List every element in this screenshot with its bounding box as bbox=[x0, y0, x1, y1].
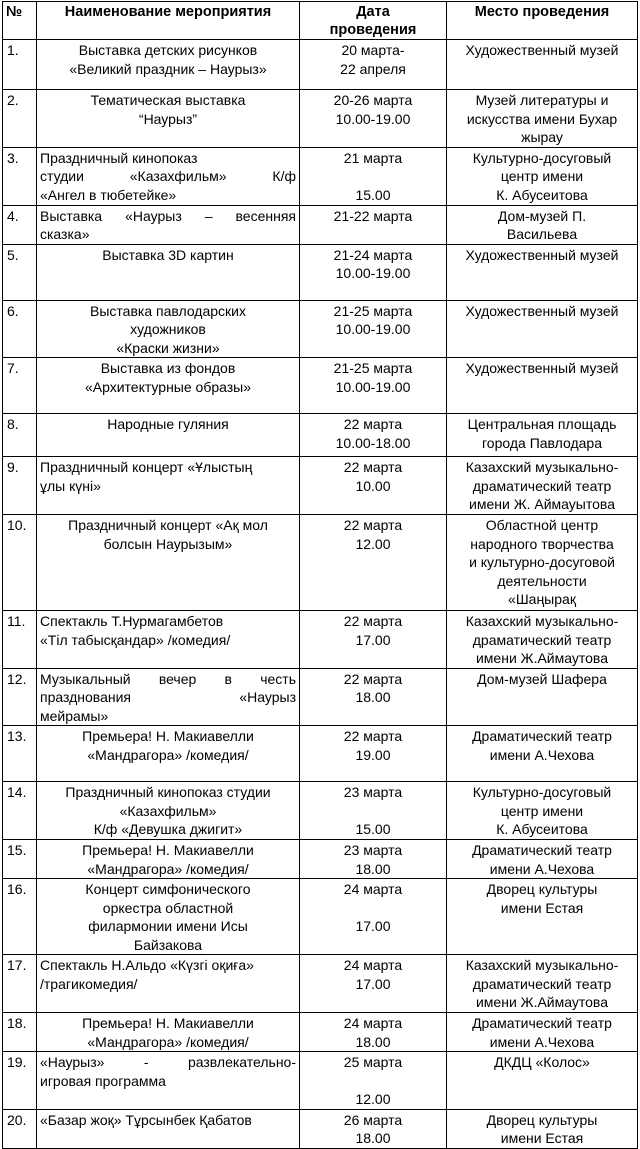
row-number: 10. bbox=[3, 515, 37, 611]
event-name-line: “Наурыз” bbox=[138, 110, 198, 127]
event-date bbox=[300, 840, 447, 879]
event-place-line: имени Естая bbox=[500, 1130, 584, 1146]
event-place-line: искусства имени Бухар bbox=[466, 110, 618, 127]
event-name-line: болсын Наурызым» bbox=[103, 535, 233, 552]
event-name bbox=[37, 726, 300, 782]
table-row bbox=[3, 358, 638, 414]
row-number: 1. bbox=[3, 40, 37, 90]
row-number: 18. bbox=[3, 1013, 37, 1052]
event-place bbox=[447, 244, 638, 300]
event-place-line: Художественный музей bbox=[465, 302, 619, 319]
row-number: 3. bbox=[3, 147, 37, 205]
table-row bbox=[3, 300, 638, 358]
event-name-line: Выставка из фондов bbox=[100, 360, 236, 376]
event-name-line: Выставка детских рисунков bbox=[78, 42, 258, 58]
event-date-line bbox=[303, 1072, 443, 1091]
event-place-line: Казахский музыкально- bbox=[465, 957, 619, 973]
event-place-line: имени Естая bbox=[500, 899, 584, 916]
event-name bbox=[37, 205, 300, 244]
event-date-line: 18.00 bbox=[355, 689, 391, 705]
event-name-line: ұлы күні» bbox=[40, 477, 101, 494]
row-number: 5. bbox=[3, 244, 37, 300]
event-date bbox=[300, 611, 447, 669]
table-row bbox=[3, 414, 638, 457]
event-place-line: К. Абусеитова bbox=[496, 186, 588, 203]
event-date bbox=[300, 90, 447, 148]
header-num: № bbox=[3, 2, 37, 40]
event-place-line: Музей литературы и bbox=[475, 92, 609, 108]
event-name-line: /трагикомедия/ bbox=[40, 975, 138, 992]
event-date-line: 22 марта bbox=[343, 459, 403, 475]
event-name-line: Праздничный кинопоказ студии bbox=[65, 784, 271, 800]
event-name bbox=[37, 358, 300, 414]
event-date bbox=[300, 782, 447, 840]
event-name-line: «Великий праздник – Наурыз» bbox=[69, 60, 267, 77]
event-place-line: Васильева bbox=[506, 226, 578, 242]
row-number: 4. bbox=[3, 205, 37, 244]
event-name-line: «Ангел в тюбетейке» bbox=[40, 186, 177, 203]
row-number: 8. bbox=[3, 414, 37, 457]
event-name bbox=[37, 668, 300, 726]
event-place bbox=[447, 668, 638, 726]
event-date-line: 22 марта bbox=[343, 517, 403, 533]
header-place: Место проведения bbox=[447, 2, 638, 40]
row-number: 2. bbox=[3, 90, 37, 148]
event-date-line bbox=[303, 167, 443, 186]
event-place bbox=[447, 515, 638, 611]
event-name bbox=[37, 782, 300, 840]
event-name-line: сказка» bbox=[40, 226, 90, 242]
table-row bbox=[3, 840, 638, 879]
event-place bbox=[447, 955, 638, 1013]
event-date-line: 18.00 bbox=[355, 1033, 391, 1050]
event-place-line: Художественный музей bbox=[465, 360, 619, 376]
event-date-line: 24 марта bbox=[343, 957, 403, 973]
event-date-line: 17.00 bbox=[355, 631, 391, 648]
event-date bbox=[300, 515, 447, 611]
event-place bbox=[447, 1013, 638, 1052]
event-place-line: и культурно-досуговой bbox=[469, 554, 615, 570]
event-place-line: народного творчества bbox=[470, 535, 614, 552]
event-name-line: «Мандрагора» /комедия/ bbox=[87, 1033, 249, 1050]
table-row bbox=[3, 147, 638, 205]
event-date-line: 22 апреля bbox=[340, 60, 406, 77]
event-date-line: 18.00 bbox=[355, 1130, 391, 1146]
table-row bbox=[3, 955, 638, 1013]
event-name-line: Спектакль Н.Альдо «Күзгі оқиға» bbox=[40, 957, 254, 973]
row-number: 12. bbox=[3, 668, 37, 726]
event-name-line: Тематическая выставка bbox=[90, 92, 246, 108]
event-date bbox=[300, 300, 447, 358]
event-date bbox=[300, 358, 447, 414]
event-place-line: Драматический театр bbox=[472, 1015, 612, 1031]
event-name-line: Концерт симфонического bbox=[85, 881, 251, 897]
event-place-line: центр имени bbox=[500, 802, 584, 819]
row-number: 6. bbox=[3, 300, 37, 358]
event-place-line: Дом-музей П. bbox=[497, 207, 587, 224]
table-row bbox=[3, 457, 638, 515]
event-place-line: Драматический театр bbox=[472, 842, 612, 858]
event-date bbox=[300, 205, 447, 244]
event-date-line: 19.00 bbox=[355, 746, 391, 763]
table-row bbox=[3, 1013, 638, 1052]
event-place-line: Дворец культуры bbox=[486, 881, 598, 897]
header-date-line: Дата bbox=[356, 4, 390, 20]
event-name-line: «Мандрагора» /комедия/ bbox=[87, 860, 249, 877]
event-date-line: 22 марта bbox=[343, 670, 403, 687]
event-date-line: 20-26 марта bbox=[333, 92, 413, 108]
event-name bbox=[37, 1013, 300, 1052]
event-date-line bbox=[303, 802, 443, 821]
table-row bbox=[3, 879, 638, 955]
event-date bbox=[300, 40, 447, 90]
event-name-line: Байзакова bbox=[133, 936, 203, 953]
event-place-line: Казахский музыкально- bbox=[465, 459, 619, 475]
event-place-line: деятельности bbox=[497, 572, 587, 589]
event-place-line: Центральная площадь bbox=[467, 416, 617, 432]
event-place-line: Культурно-досуговый bbox=[472, 149, 612, 166]
event-place-line: имени А.Чехова bbox=[489, 1033, 595, 1050]
event-date-line: 21-22 марта bbox=[333, 207, 413, 224]
row-number: 9. bbox=[3, 457, 37, 515]
event-date-line: 22 марта bbox=[343, 416, 403, 432]
event-date-line: 26 марта bbox=[343, 1111, 403, 1128]
header-row bbox=[3, 2, 638, 40]
event-place-line: города Павлодара bbox=[482, 434, 602, 451]
event-name-line: «Мандрагора» /комедия/ bbox=[87, 746, 249, 763]
event-place bbox=[447, 879, 638, 955]
event-name-line: игровая программа bbox=[40, 1072, 166, 1089]
event-date-line: 20 марта- bbox=[341, 42, 405, 58]
event-name-line: Премьера! Н. Макиавелли bbox=[82, 1015, 254, 1031]
event-name-line: Выставка 3D картин bbox=[102, 246, 234, 263]
event-place-line: драматический театр bbox=[472, 975, 612, 992]
event-place bbox=[447, 414, 638, 457]
event-name-line: К/ф «Девушка джигит» bbox=[93, 821, 243, 837]
event-date-line: 10.00-19.00 bbox=[335, 110, 411, 127]
event-place-line: Художественный музей bbox=[465, 246, 619, 263]
event-date bbox=[300, 955, 447, 1013]
event-date-line: 12.00 bbox=[355, 535, 391, 552]
event-place-line: имени Ж.Аймаутова bbox=[475, 994, 608, 1010]
event-date-line: 10.00-19.00 bbox=[335, 321, 411, 337]
events-table bbox=[2, 1, 638, 1149]
event-date bbox=[300, 1013, 447, 1052]
event-place-line: имени А.Чехова bbox=[489, 746, 595, 763]
event-name bbox=[37, 90, 300, 148]
event-date-line: 24 марта bbox=[343, 881, 403, 897]
event-name bbox=[37, 457, 300, 515]
event-name bbox=[37, 611, 300, 669]
event-name bbox=[37, 515, 300, 611]
event-name bbox=[37, 414, 300, 457]
event-name bbox=[37, 840, 300, 879]
event-name bbox=[37, 40, 300, 90]
event-date-line: 21 марта bbox=[343, 149, 403, 166]
event-name-line: «Казахфильм» bbox=[119, 802, 217, 819]
event-place-line: центр имени bbox=[500, 168, 584, 184]
event-place-line: Драматический театр bbox=[472, 728, 612, 744]
header-name: Наименование мероприятия bbox=[37, 2, 300, 40]
event-name-line: «Базар жоқ» Тұрсынбек Қабатов bbox=[40, 1111, 252, 1128]
event-name bbox=[37, 244, 300, 300]
event-name bbox=[37, 1052, 300, 1110]
row-number: 14. bbox=[3, 782, 37, 840]
event-place bbox=[447, 90, 638, 148]
event-name-line: Премьера! Н. Макиавелли bbox=[82, 842, 254, 858]
event-place-line: жырау bbox=[521, 129, 563, 145]
event-place bbox=[447, 726, 638, 782]
event-date-line: 10.00-19.00 bbox=[335, 378, 411, 395]
event-place-line: имени Ж.Аймаутова bbox=[475, 650, 608, 666]
event-name-line: Музыкальный вечер в честь bbox=[40, 670, 296, 687]
event-date-line: 15.00 bbox=[355, 821, 391, 837]
table-row bbox=[3, 515, 638, 611]
event-date-line: 15.00 bbox=[355, 186, 391, 203]
event-place-line: К. Абусеитова bbox=[496, 821, 588, 837]
event-name bbox=[37, 300, 300, 358]
event-place bbox=[447, 840, 638, 879]
event-name bbox=[37, 147, 300, 205]
event-date bbox=[300, 414, 447, 457]
event-place-line: имени А.Чехова bbox=[489, 860, 595, 877]
event-name-line: празднования «Наурыз bbox=[40, 689, 296, 705]
event-date-line: 17.00 bbox=[355, 975, 391, 992]
event-place-line: имени Ж. Аймауытова bbox=[469, 496, 615, 512]
row-number: 20. bbox=[3, 1109, 37, 1148]
event-name-line: оркестра областной bbox=[102, 899, 234, 916]
row-number: 19. bbox=[3, 1052, 37, 1110]
event-name-line: «Наурыз» - развлекательно- bbox=[40, 1054, 296, 1070]
event-date bbox=[300, 879, 447, 955]
event-date-line: 12.00 bbox=[355, 1091, 391, 1107]
event-place-line: Художественный музей bbox=[465, 42, 619, 58]
event-place bbox=[447, 782, 638, 840]
event-place bbox=[447, 147, 638, 205]
event-place bbox=[447, 358, 638, 414]
event-name-line: студии «Казахфильм» К/ф bbox=[40, 168, 296, 184]
event-name bbox=[37, 879, 300, 955]
event-name-line: «Тіл табысқандар» /комедия/ bbox=[40, 631, 231, 648]
event-name-line: художников bbox=[130, 321, 206, 337]
row-number: 16. bbox=[3, 879, 37, 955]
event-name-line: Премьера! Н. Макиавелли bbox=[82, 728, 254, 744]
event-date-line bbox=[303, 899, 443, 918]
table-row bbox=[3, 205, 638, 244]
event-date-line: 18.00 bbox=[355, 860, 391, 877]
table-row bbox=[3, 244, 638, 300]
row-number: 13. bbox=[3, 726, 37, 782]
event-place-line: Дом-музей Шафера bbox=[477, 670, 607, 687]
row-number: 17. bbox=[3, 955, 37, 1013]
event-name-line: Спектакль Т.Нурмагамбетов bbox=[40, 613, 224, 629]
event-date bbox=[300, 147, 447, 205]
event-place-line: драматический театр bbox=[472, 477, 612, 494]
event-date-line: 24 марта bbox=[343, 1015, 403, 1031]
event-date-line: 17.00 bbox=[355, 918, 391, 934]
event-place-line: Дворец культуры bbox=[486, 1111, 598, 1128]
event-name-line: мейрамы» bbox=[40, 707, 109, 724]
event-place-line: Культурно-досуговый bbox=[472, 784, 612, 800]
row-number: 15. bbox=[3, 840, 37, 879]
event-date-line: 21-25 марта bbox=[333, 360, 413, 376]
event-place bbox=[447, 300, 638, 358]
event-name-line: филармонии имени Исы bbox=[88, 918, 248, 934]
event-name-line: «Краски жизни» bbox=[116, 339, 220, 356]
event-date bbox=[300, 726, 447, 782]
event-name bbox=[37, 955, 300, 1013]
event-place-line: ДКДЦ «Колос» bbox=[494, 1054, 590, 1070]
row-number: 7. bbox=[3, 358, 37, 414]
event-name-line: Выставка павлодарских bbox=[90, 302, 246, 319]
table-row bbox=[3, 611, 638, 669]
event-date-line: 22 марта bbox=[343, 613, 403, 629]
event-name-line: Праздничный кинопоказ bbox=[40, 149, 198, 166]
table-row bbox=[3, 726, 638, 782]
event-date-line: 10.00 bbox=[355, 477, 391, 494]
event-date bbox=[300, 1052, 447, 1110]
event-date-line: 21-24 марта bbox=[333, 246, 413, 263]
header-date bbox=[300, 2, 447, 40]
event-place bbox=[447, 1052, 638, 1110]
event-date-line: 23 марта bbox=[343, 842, 403, 858]
event-date-line: 22 марта bbox=[343, 728, 403, 744]
event-date-line: 10.00-19.00 bbox=[335, 265, 411, 281]
event-place bbox=[447, 457, 638, 515]
table-row bbox=[3, 668, 638, 726]
event-date bbox=[300, 457, 447, 515]
event-place bbox=[447, 205, 638, 244]
event-place-line: Областной центр bbox=[485, 517, 599, 533]
row-number: 11. bbox=[3, 611, 37, 669]
event-date bbox=[300, 668, 447, 726]
event-date-line: 25 марта bbox=[343, 1054, 403, 1070]
event-name-line: Народные гуляния bbox=[107, 416, 229, 432]
table-row bbox=[3, 782, 638, 840]
event-place bbox=[447, 611, 638, 669]
event-place-line: Казахский музыкально- bbox=[465, 613, 619, 629]
event-date-line: 21-25 марта bbox=[333, 302, 413, 319]
event-name-line: Праздничный концерт «Ұлыстың bbox=[40, 459, 253, 475]
event-name-line: Выставка «Наурыз – весенняя bbox=[40, 207, 296, 224]
event-place-line: «Шаңырақ bbox=[508, 591, 576, 607]
event-date-line: 10.00-18.00 bbox=[335, 434, 411, 451]
event-place bbox=[447, 40, 638, 90]
event-place-line: драматический театр bbox=[472, 631, 612, 648]
table-row bbox=[3, 90, 638, 148]
event-name-line: «Архитектурные образы» bbox=[84, 378, 252, 395]
header-date-line: проведения bbox=[329, 22, 417, 38]
table-row bbox=[3, 1052, 638, 1110]
event-date-line: 23 марта bbox=[343, 784, 403, 800]
event-name-line: Праздничный концерт «Ақ мол bbox=[68, 517, 268, 533]
table-row bbox=[3, 40, 638, 90]
event-date bbox=[300, 244, 447, 300]
